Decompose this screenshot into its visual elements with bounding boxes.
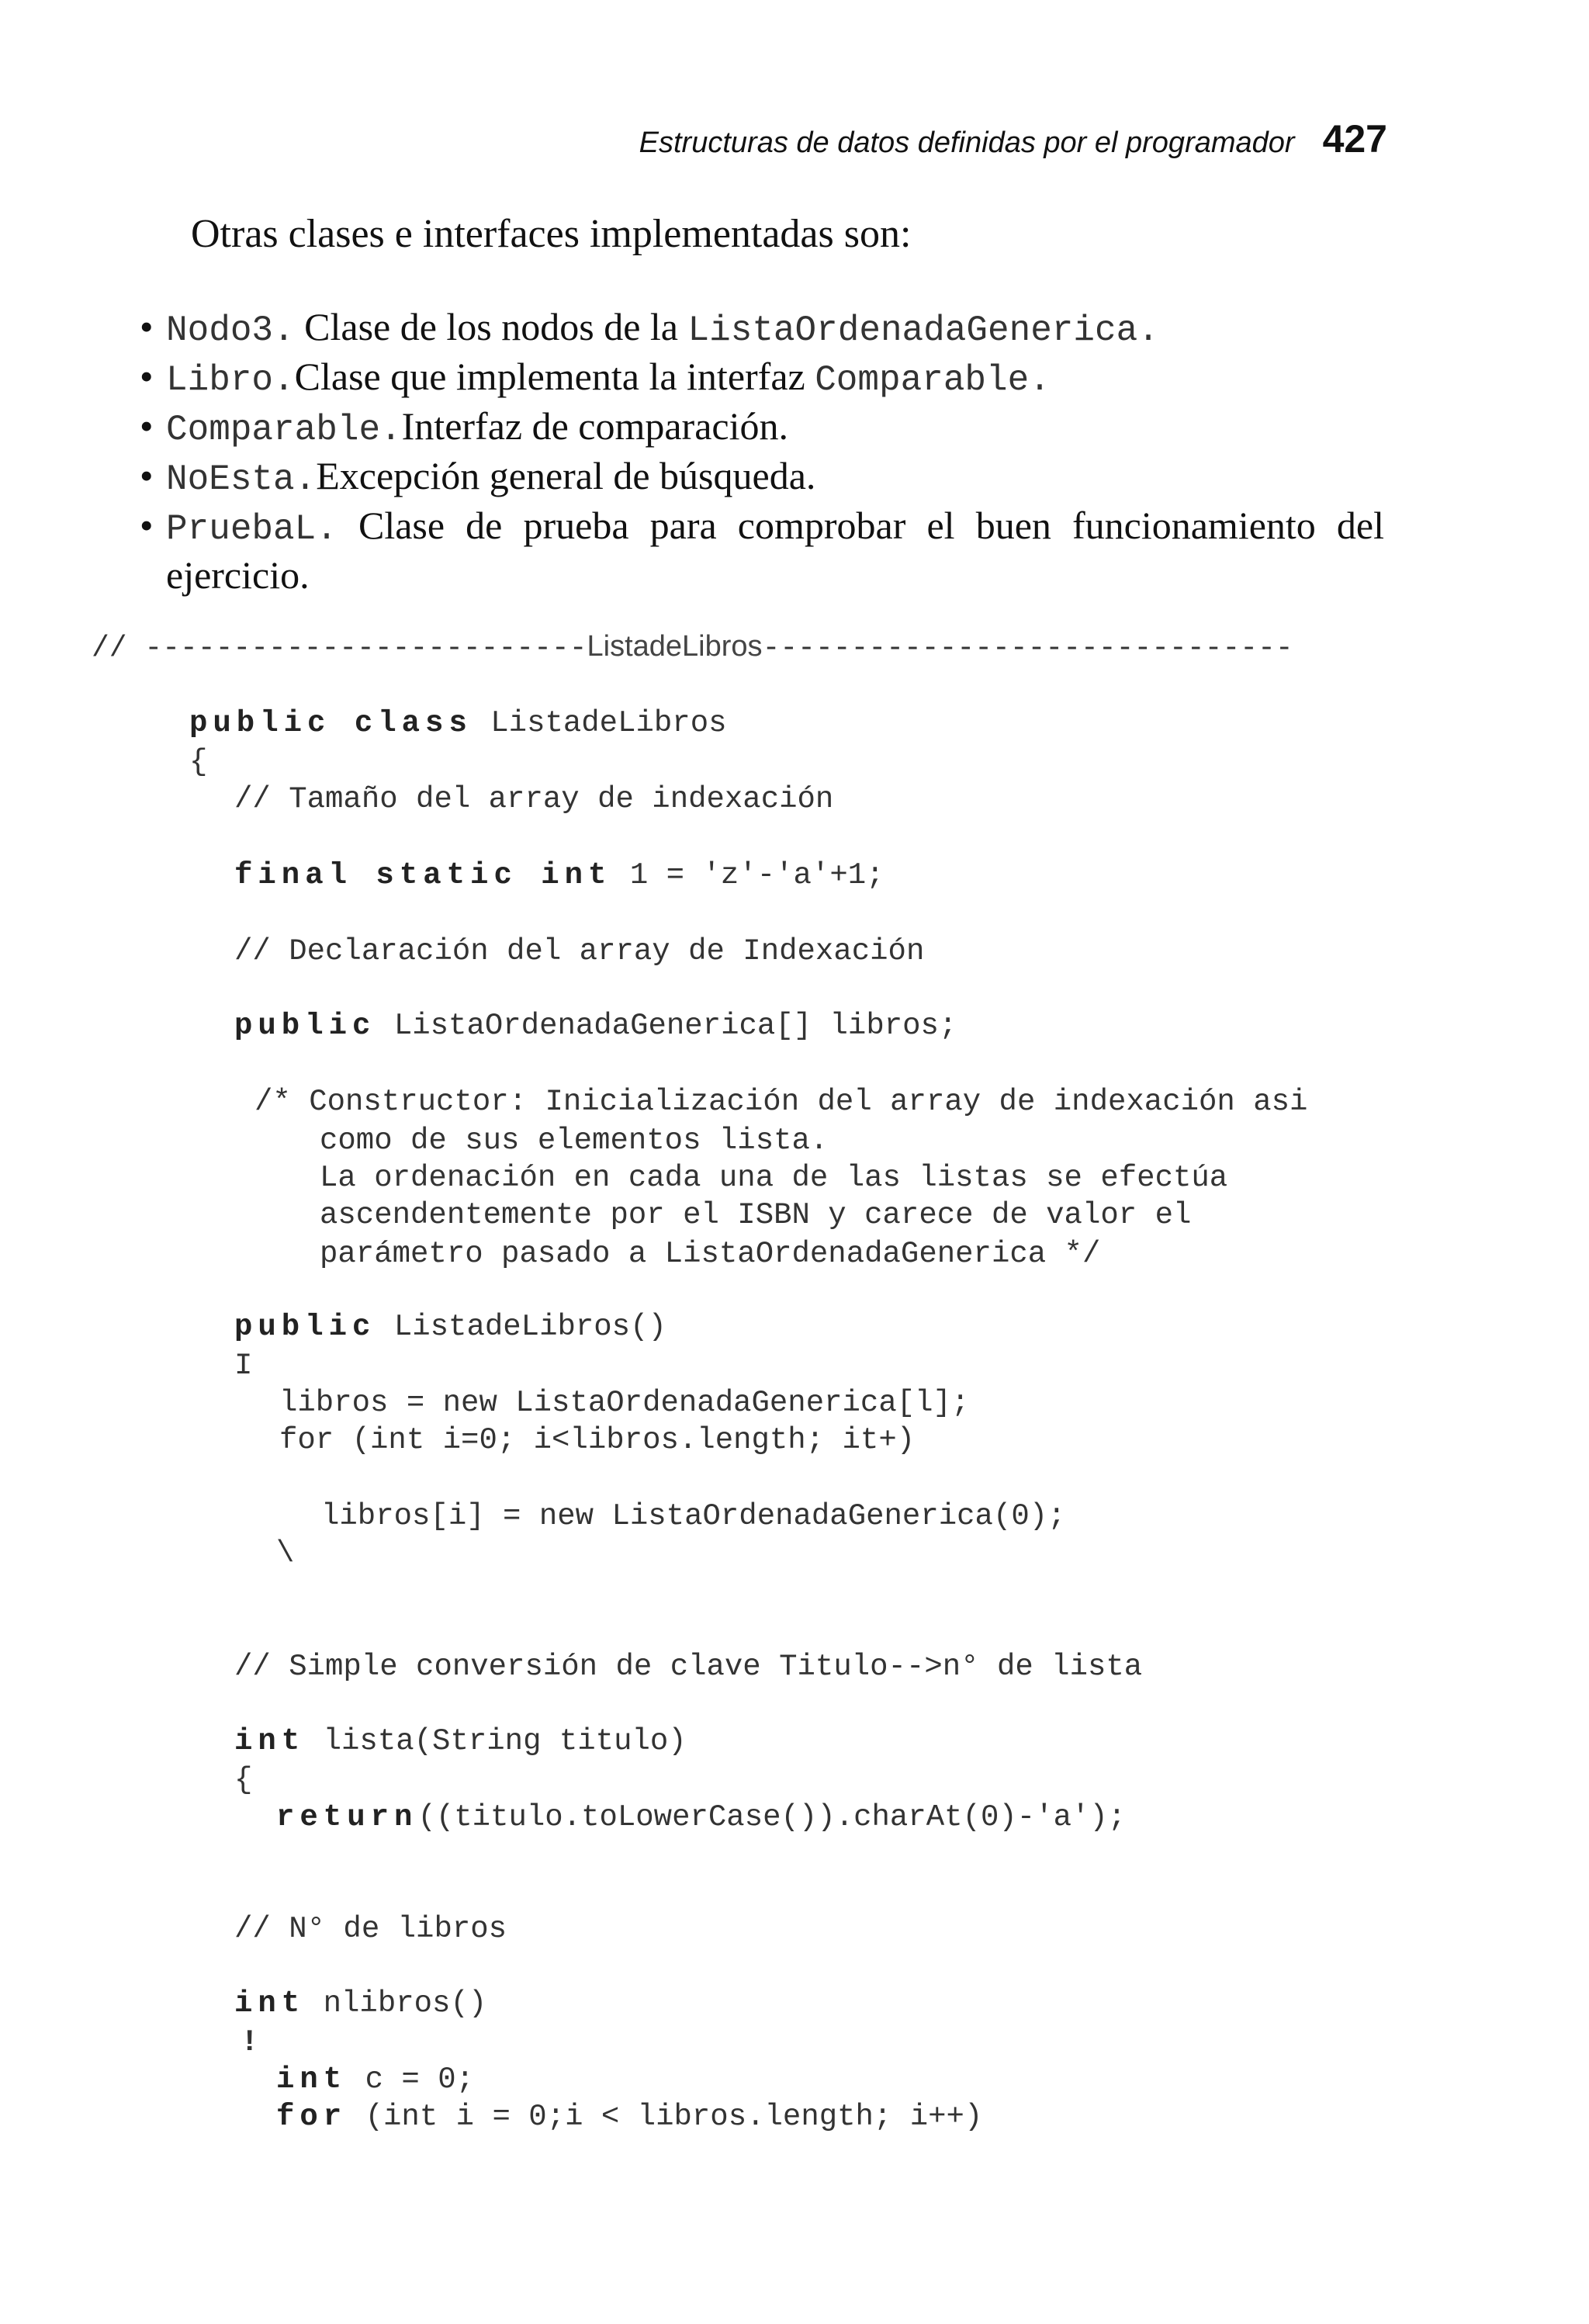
list-item [140, 354, 1384, 403]
class-name: Comparable. [166, 410, 402, 450]
page-number: 427 [1322, 117, 1387, 161]
code-comment: parámetro pasado a ListaOrdenadaGenerica */ [320, 1237, 1101, 1271]
code-comment: La ordenación en cada una de las listas se efectúa [320, 1161, 1228, 1195]
code-line: int lista(String titulo) [234, 1724, 687, 1758]
item-text: Interfaz de comparación. [401, 404, 788, 448]
header-title: Estructuras de datos definidas por el programador [639, 126, 1295, 159]
code-line: int nlibros() [234, 1986, 487, 2021]
code-line: { [189, 745, 208, 779]
class-list [140, 304, 1384, 598]
list-item [140, 403, 1384, 453]
divider-name: ListadeLibros [587, 630, 763, 663]
list-item [140, 304, 1384, 354]
item-text: Clase de los nodos de la [294, 305, 688, 348]
item-text: Clase de prueba para comprobar el buen funcionamiento del ejercicio. [166, 504, 1384, 597]
code-comment: // Tamaño del array de indexación [234, 782, 834, 816]
class-name: ListaOrdenadaGenerica. [687, 310, 1159, 351]
running-header [639, 116, 1387, 161]
code-comment: // Declaración del array de Indexación [234, 934, 925, 968]
code-line: int c = 0; [276, 2063, 475, 2097]
code-line: for (int i = 0;i < libros.length; i++) [276, 2100, 983, 2134]
divider-prefix: // ------------------------- [92, 632, 587, 665]
code-line: return((titulo.toLowerCase()).charAt(0)-'a'); [276, 1800, 1127, 1834]
divider-suffix: ------------------------------ [762, 632, 1293, 665]
list-item [140, 503, 1384, 598]
code-line: I [234, 1349, 253, 1383]
code-line: libros = new ListaOrdenadaGenerica[l]; [279, 1386, 970, 1420]
code-line: public class ListadeLibros [189, 706, 727, 740]
class-name: Libro. [166, 360, 295, 400]
code-line: public ListadeLibros() [234, 1310, 666, 1344]
code-line: libros[i] = new ListaOrdenadaGenerica(0); [321, 1499, 1066, 1533]
intro-paragraph: Otras clases e interfaces implementadas son: [191, 212, 912, 256]
class-name: NoEsta. [166, 459, 317, 500]
section-divider [92, 630, 1293, 665]
code-comment: /* Constructor: Inicialización del array de indexación asi [254, 1085, 1308, 1119]
code-line: { [234, 1763, 253, 1797]
code-comment: // Simple conversión de clave Titulo-->n° de lista [234, 1650, 1143, 1684]
code-line: \ [276, 1536, 295, 1571]
class-name: Nodo3. [166, 310, 295, 351]
code-line: ! [241, 2025, 259, 2059]
item-text: Excepción general de búsqueda. [316, 454, 816, 497]
code-comment: // N° de libros [234, 1912, 507, 1946]
code-comment: ascendentemente por el ISBN y carece de valor el [320, 1198, 1192, 1232]
class-name: PruebaL. [166, 509, 338, 549]
class-name: Comparable. [815, 360, 1051, 400]
item-text: Clase que implementa la interfaz [294, 355, 815, 398]
code-line: for (int i=0; i<libros.length; it+) [279, 1423, 916, 1457]
code-line: public ListaOrdenadaGenerica[] libros; [234, 1009, 957, 1043]
list-item [140, 453, 1384, 503]
code-line: final static int 1 = 'z'-'a'+1; [234, 858, 885, 892]
code-comment: como de sus elementos lista. [320, 1124, 829, 1158]
